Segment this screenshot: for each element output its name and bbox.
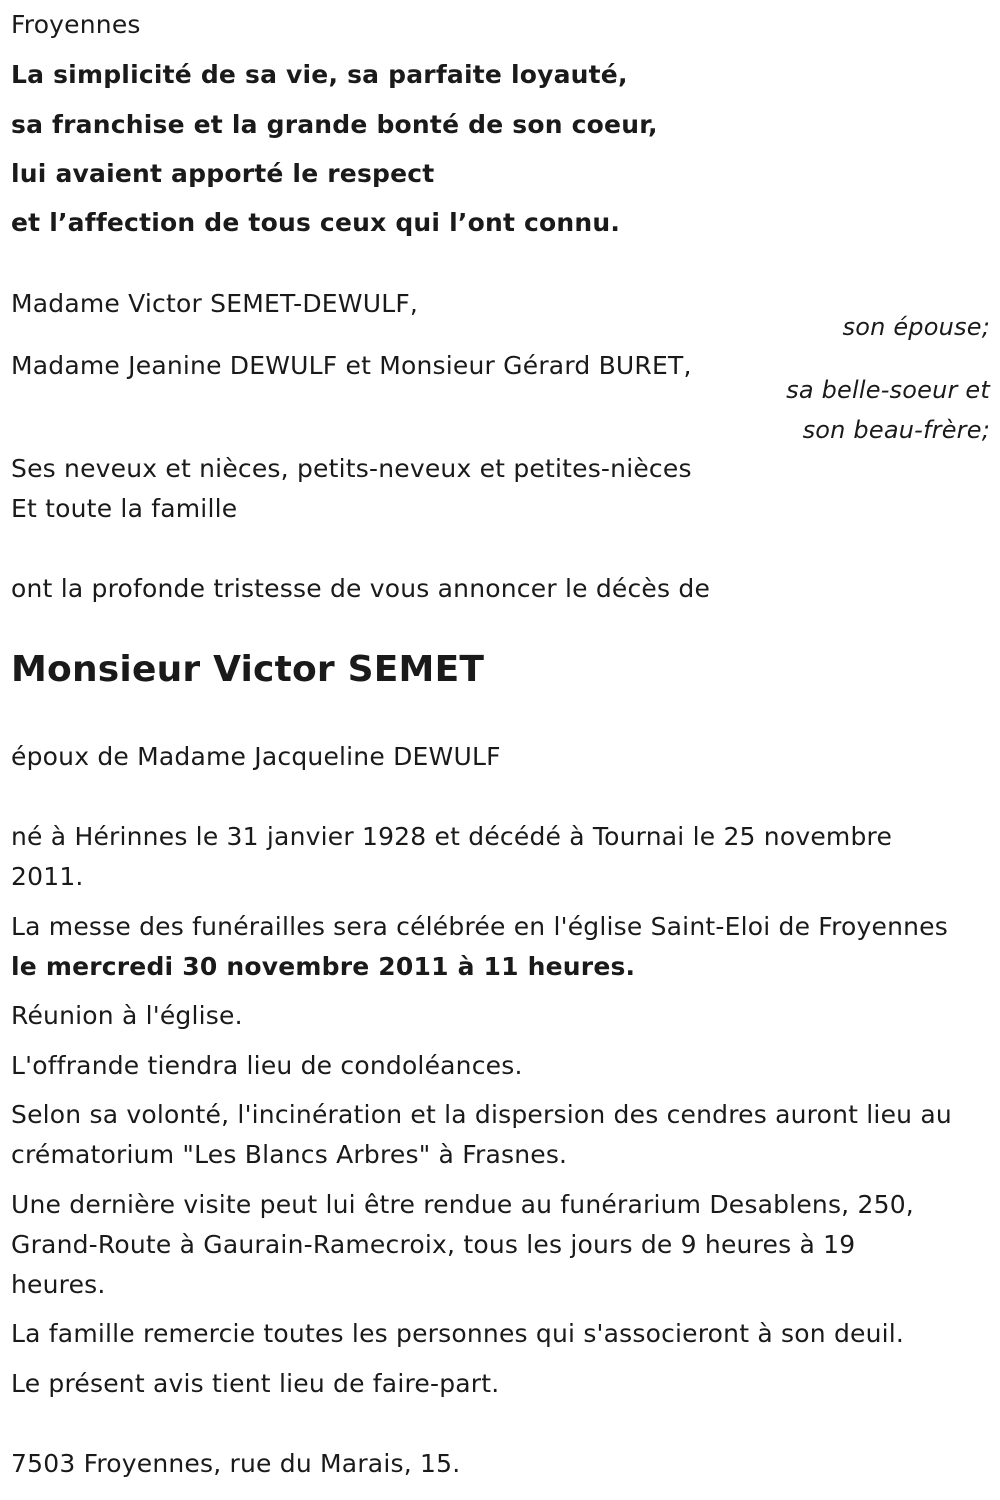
mass-date: le mercredi 30 novembre 2011 à 11 heures.	[11, 952, 636, 981]
visit-line: Grand-Route à Gaurain-Ramecroix, tous les jours de 9 heures à 19	[11, 1230, 856, 1259]
birth-death-line: 2011.	[11, 862, 84, 891]
family-inlaws-role: son beau-frère;	[802, 416, 990, 444]
birth-death-line: né à Hérinnes le 31 janvier 1928 et décédé à Tournai le 25 novembre	[11, 822, 893, 851]
notice-text: Le présent avis tient lieu de faire-part.	[11, 1369, 500, 1398]
deceased-name: Monsieur Victor SEMET	[11, 649, 485, 690]
family-all: Et toute la famille	[11, 494, 238, 523]
family-wife: Madame Victor SEMET-DEWULF,	[11, 289, 419, 318]
visit-line: Une dernière visite peut lui être rendue au funérarium Desablens, 250,	[11, 1190, 914, 1219]
spouse-text: époux de Madame Jacqueline DEWULF	[11, 742, 501, 771]
family-nephews: Ses neveux et nièces, petits-neveux et petites-nièces	[11, 454, 692, 483]
cremation-line: Selon sa volonté, l'incinération et la dispersion des cendres auront lieu au	[11, 1100, 952, 1129]
address-text: 7503 Froyennes, rue du Marais, 15.	[11, 1449, 461, 1478]
offering-text: L'offrande tiendra lieu de condoléances.	[11, 1051, 523, 1080]
quote-line: La simplicité de sa vie, sa parfaite loyauté,	[11, 60, 628, 89]
mass-text: La messe des funérailles sera célébrée en l'église Saint-Eloi de Froyennes	[11, 912, 948, 941]
quote-line: lui avaient apporté le respect	[11, 159, 435, 188]
family-inlaws: Madame Jeanine DEWULF et Monsieur Gérard BURET,	[11, 351, 692, 380]
announcement-text: ont la profonde tristesse de vous annoncer le décès de	[11, 574, 711, 603]
visit-line: heures.	[11, 1270, 106, 1299]
quote-line: sa franchise et la grande bonté de son coeur,	[11, 110, 658, 139]
quote-line: et l’affection de tous ceux qui l’ont connu.	[11, 208, 621, 237]
location-heading: Froyennes	[11, 10, 141, 39]
thanks-text: La famille remercie toutes les personnes qui s'associeront à son deuil.	[11, 1319, 905, 1348]
gathering-text: Réunion à l'église.	[11, 1001, 243, 1030]
family-inlaws-role: sa belle-soeur et	[786, 376, 990, 404]
family-wife-role: son épouse;	[842, 313, 990, 341]
cremation-line: crématorium "Les Blancs Arbres" à Frasnes.	[11, 1140, 568, 1169]
